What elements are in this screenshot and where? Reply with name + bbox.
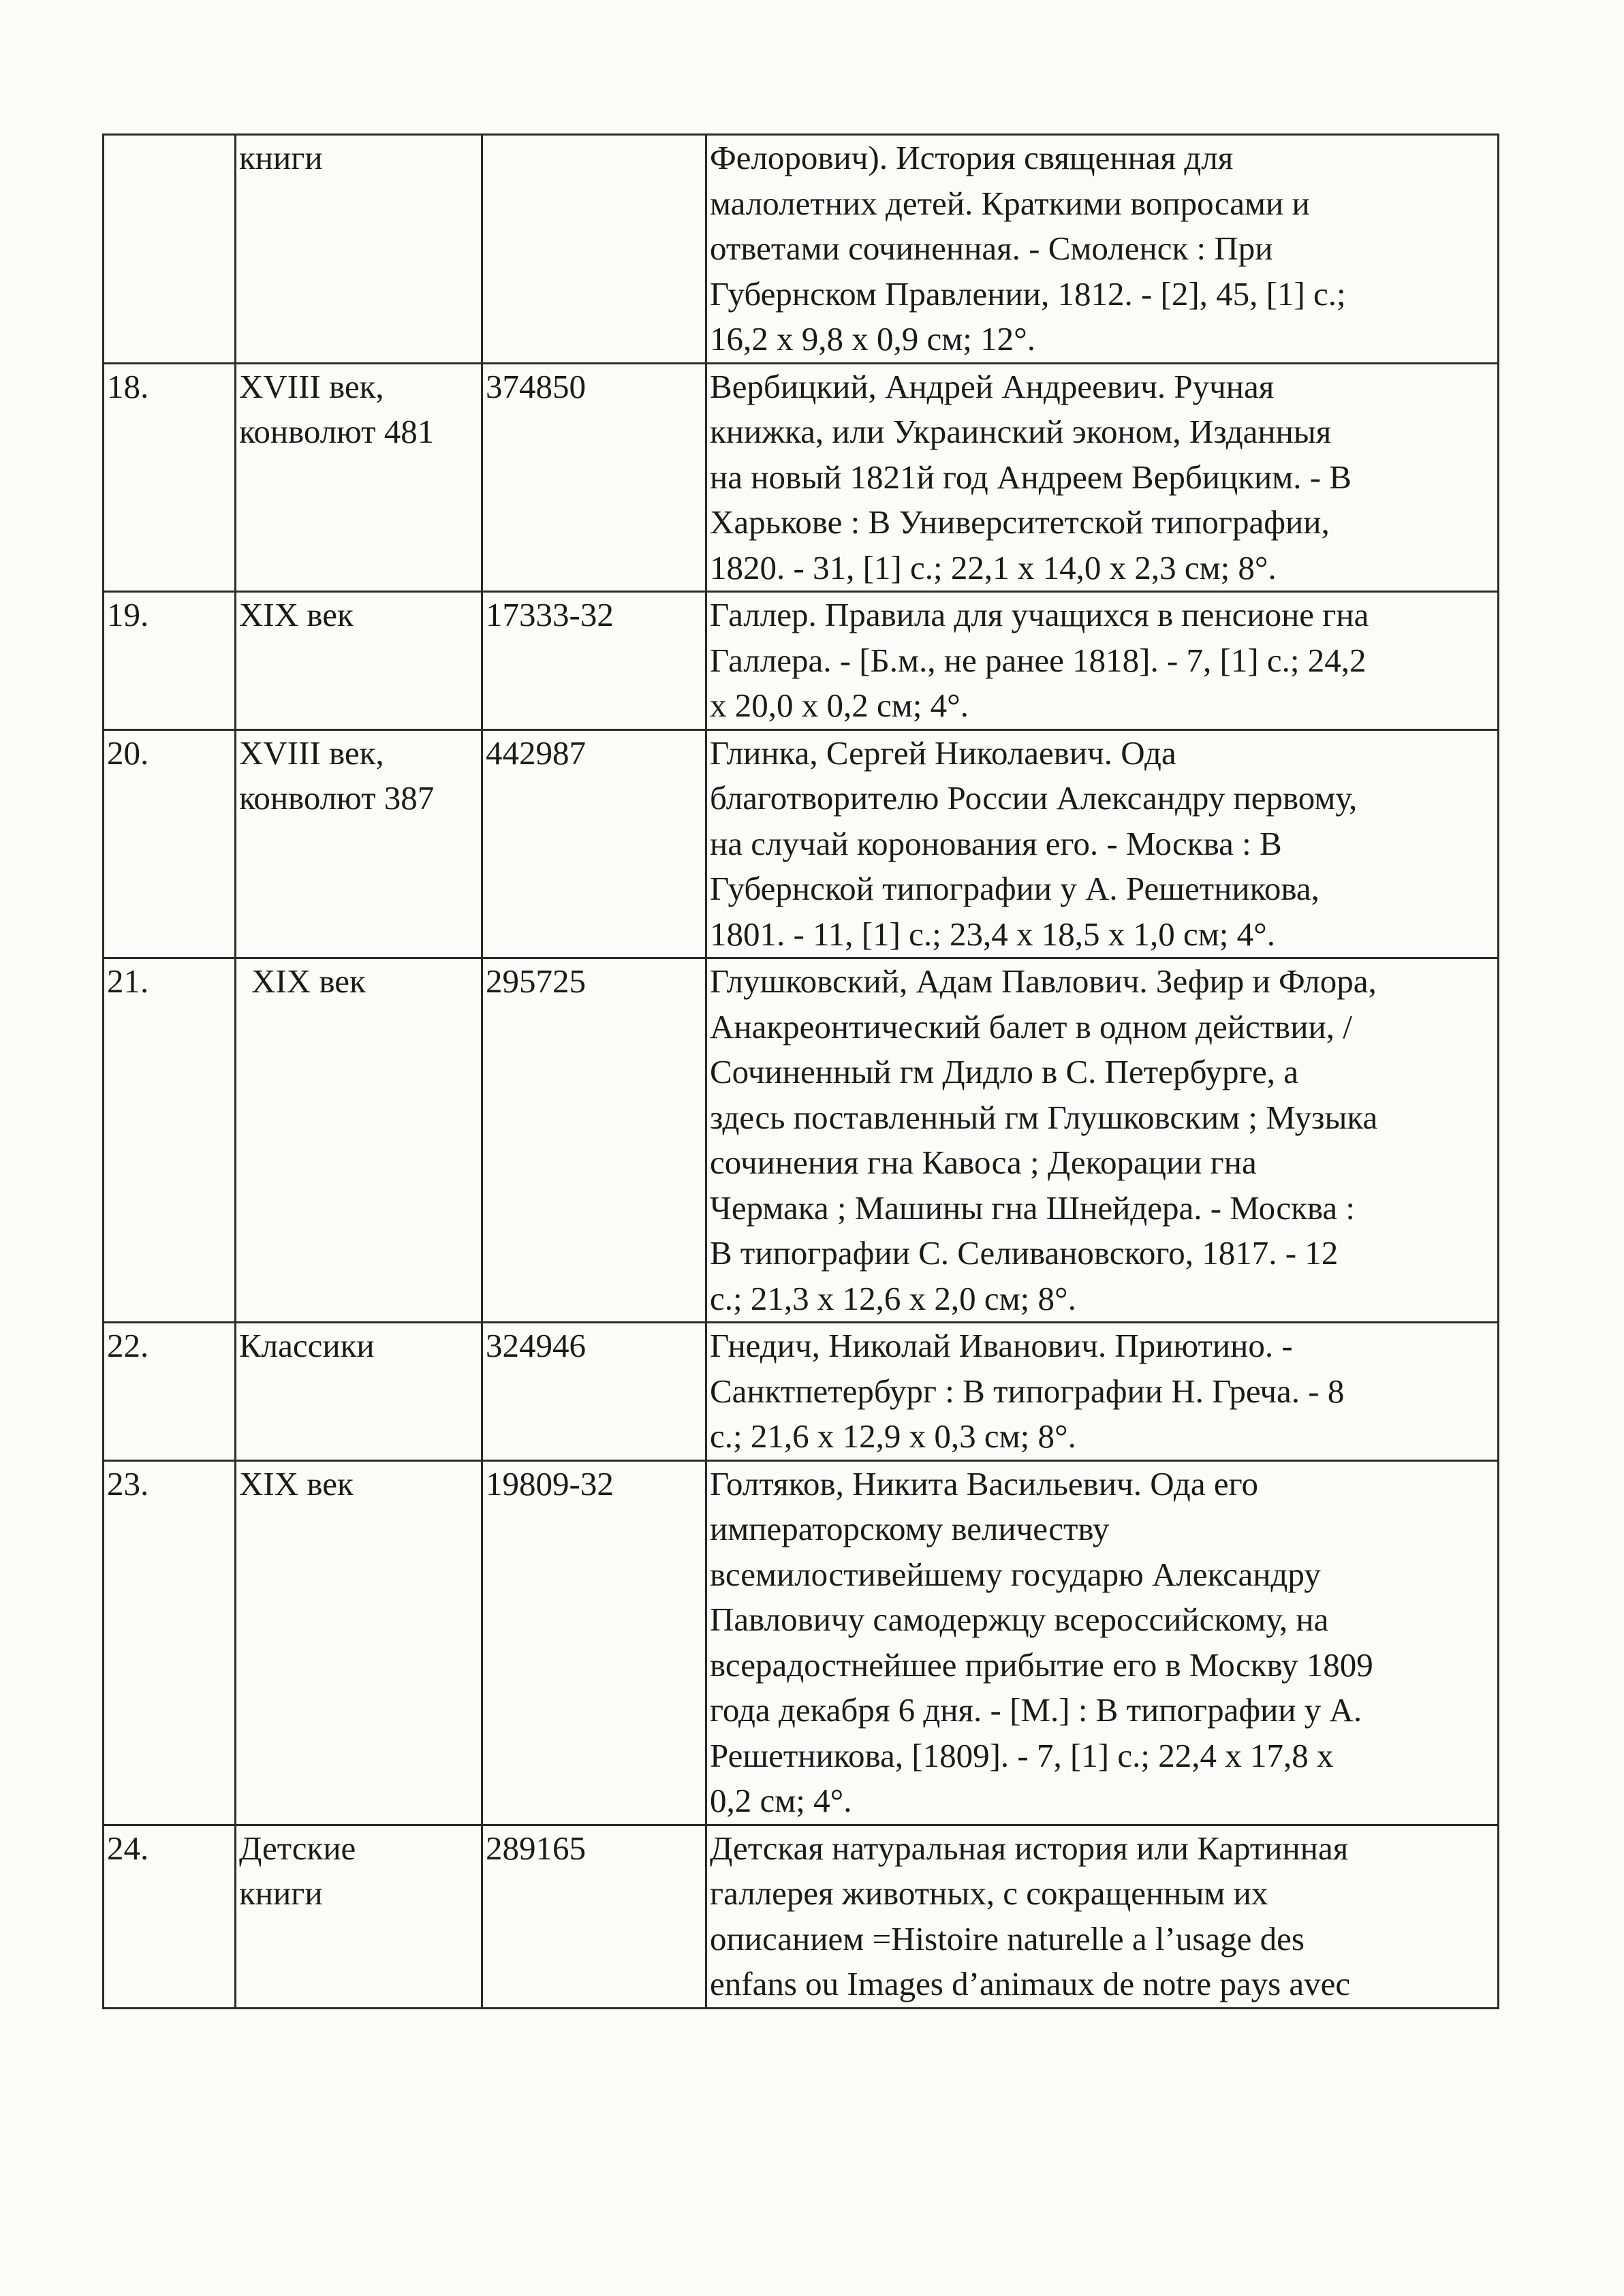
description-line: Галлер. Правила для учащихся в пенсионе гна bbox=[710, 596, 1369, 633]
description-line: Глинка, Сергей Николаевич. Ода bbox=[710, 734, 1176, 772]
row-description bbox=[706, 1323, 1499, 1461]
row-number: 19. bbox=[104, 592, 236, 730]
description-line: Чермака ; Машины гна Шнейдера. - Москва : bbox=[710, 1189, 1356, 1227]
description-line: Решетникова, [1809]. - 7, [1] с.; 22,4 х 17,8 х bbox=[710, 1736, 1334, 1774]
row-description bbox=[706, 958, 1499, 1323]
row-section bbox=[236, 592, 482, 730]
description-line: с.; 21,6 х 12,9 х 0,3 см; 8°. bbox=[710, 1417, 1076, 1455]
row-description bbox=[706, 135, 1499, 364]
description-line: Губернской типографии у А. Решетникова, bbox=[710, 870, 1320, 907]
row-inventory bbox=[482, 135, 706, 364]
table-row bbox=[104, 1825, 1499, 2008]
section-line: XVIII век, bbox=[239, 367, 384, 405]
section-line: XIX век bbox=[251, 962, 366, 1000]
row-inventory: 19809-32 bbox=[482, 1460, 706, 1825]
row-number: 22. bbox=[104, 1323, 236, 1461]
row-section bbox=[236, 135, 482, 364]
description-line: Гнедич, Николай Иванович. Приютино. - bbox=[710, 1327, 1293, 1364]
table-row bbox=[104, 135, 1499, 364]
row-description bbox=[706, 1460, 1499, 1825]
description-line: Голтяков, Никита Васильевич. Ода его bbox=[710, 1464, 1258, 1503]
description-line: х 20,0 х 0,2 см; 4°. bbox=[710, 687, 969, 724]
section-line: конволют 387 bbox=[239, 779, 435, 817]
row-description bbox=[706, 729, 1499, 958]
description-line: галлерея животных, с сокращенным их bbox=[710, 1874, 1268, 1912]
row-description bbox=[706, 363, 1499, 592]
description-line: Сочиненный гм Дидло в С. Петербурге, а bbox=[710, 1053, 1298, 1090]
description-line: В типографии С. Селивановского, 1817. - 12 bbox=[710, 1234, 1339, 1272]
description-line: на новый 1821й год Андреем Вербицким. - В bbox=[710, 458, 1352, 496]
row-number: 21. bbox=[104, 958, 236, 1323]
row-section bbox=[236, 729, 482, 958]
description-line: описанием =Histoire naturelle a l’usage des bbox=[710, 1919, 1305, 1957]
section-line: XIX век bbox=[239, 1464, 354, 1503]
table-row bbox=[104, 592, 1499, 730]
description-line: с.; 21,3 х 12,6 х 2,0 см; 8°. bbox=[710, 1279, 1076, 1317]
description-line: Фелорович). История священная для bbox=[710, 139, 1234, 176]
description-line: Санктпетербург : В типографии Н. Греча. - 8 bbox=[710, 1372, 1345, 1410]
row-section bbox=[236, 1460, 482, 1825]
description-line: Вербицкий, Андрей Андреевич. Ручная bbox=[710, 367, 1275, 405]
description-line: малолетних детей. Краткими вопросами и bbox=[710, 184, 1310, 222]
table-row bbox=[104, 363, 1499, 592]
row-section bbox=[236, 1323, 482, 1461]
description-line: Галлера. - [Б.м., не ранее 1818]. - 7, [1] с.; 24,2 bbox=[710, 641, 1367, 679]
section-line: XVIII век, bbox=[239, 734, 384, 772]
description-line: ответами сочиненная. - Смоленск : При bbox=[710, 230, 1273, 267]
description-line: здесь поставленный гм Глушковским ; Музыка bbox=[710, 1098, 1378, 1136]
description-line: 1820. - 31, [1] с.; 22,1 х 14,0 х 2,3 см; 8°. bbox=[710, 548, 1277, 586]
row-number: 23. bbox=[104, 1460, 236, 1825]
row-description bbox=[706, 592, 1499, 730]
description-line: Харькове : В Университетской типографии, bbox=[710, 503, 1330, 541]
row-inventory: 442987 bbox=[482, 729, 706, 958]
row-inventory: 374850 bbox=[482, 363, 706, 592]
row-inventory: 324946 bbox=[482, 1323, 706, 1461]
description-line: 16,2 х 9,8 х 0,9 см; 12°. bbox=[710, 320, 1035, 358]
description-line: сочинения гна Кавоса ; Декорации гна bbox=[710, 1144, 1257, 1181]
section-line: Детские bbox=[239, 1829, 356, 1867]
section-line: конволют 481 bbox=[239, 413, 435, 450]
description-line: Анакреонтический балет в одном действии, / bbox=[710, 1007, 1352, 1045]
description-line: Глушковский, Адам Павлович. Зефир и Флора, bbox=[710, 962, 1377, 1000]
description-line: 1801. - 11, [1] с.; 23,4 х 18,5 х 1,0 см; 4°. bbox=[710, 915, 1275, 953]
description-line: всемилостивейшему государю Александру bbox=[710, 1555, 1321, 1593]
row-section bbox=[236, 363, 482, 592]
description-line: Губернском Правлении, 1812. - [2], 45, [1] с.; bbox=[710, 274, 1346, 313]
description-line: благотворителю России Александру первому, bbox=[710, 779, 1358, 817]
row-inventory: 295725 bbox=[482, 958, 706, 1323]
row-number: 20. bbox=[104, 729, 236, 958]
section-line: XIX век bbox=[239, 596, 354, 633]
description-line: Детская натуральная история или Картинная bbox=[710, 1829, 1349, 1867]
table-row bbox=[104, 958, 1499, 1323]
description-line: всерадостнейшее прибытие его в Москву 1809 bbox=[710, 1646, 1373, 1684]
row-section bbox=[236, 1825, 482, 2008]
table-row bbox=[104, 1323, 1499, 1461]
description-line: императорскому величеству bbox=[710, 1510, 1110, 1547]
description-line: enfans ou Images d’animaux de notre pays avec bbox=[710, 1965, 1351, 2002]
row-number: 24. bbox=[104, 1825, 236, 2008]
description-line: книжка, или Украинский эконом, Изданныя bbox=[710, 413, 1332, 450]
row-number bbox=[104, 135, 236, 364]
catalog-body bbox=[104, 135, 1499, 2009]
description-line: на случай коронования его. - Москва : В bbox=[710, 824, 1282, 862]
section-line: книги bbox=[239, 139, 323, 176]
description-line: 0,2 см; 4°. bbox=[710, 1782, 852, 1819]
section-line: Классики bbox=[239, 1327, 375, 1364]
catalog-table bbox=[102, 133, 1499, 2009]
description-line: Павловичу самодержцу всероссийскому, на bbox=[710, 1601, 1329, 1638]
description-line: года декабря 6 дня. - [М.] : В типографии у А. bbox=[710, 1691, 1362, 1729]
row-number: 18. bbox=[104, 363, 236, 592]
table-row bbox=[104, 729, 1499, 958]
row-inventory: 17333-32 bbox=[482, 592, 706, 730]
row-section bbox=[236, 958, 482, 1323]
table-row bbox=[104, 1460, 1499, 1825]
section-line: книги bbox=[239, 1874, 323, 1912]
row-description bbox=[706, 1825, 1499, 2008]
row-inventory: 289165 bbox=[482, 1825, 706, 2008]
